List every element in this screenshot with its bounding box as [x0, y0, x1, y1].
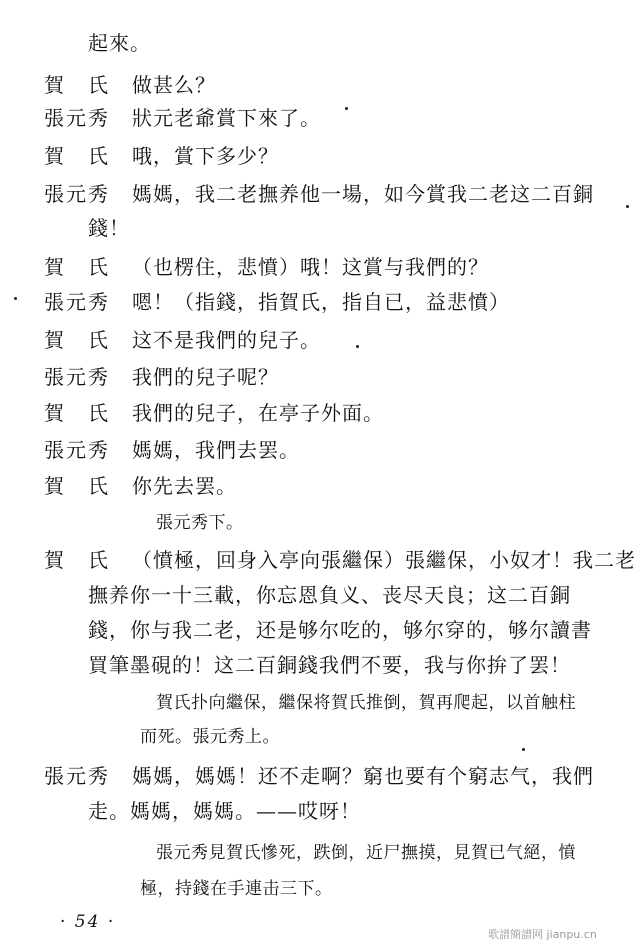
continuation-line: 買筆墨硯的！这二百銅錢我們不要，我与你拚了罢！	[88, 653, 571, 677]
dialogue-text: 媽媽，我們去罢。	[132, 438, 300, 462]
scan-speck	[522, 748, 525, 751]
speaker-name: 張元秀	[44, 182, 110, 206]
dialogue-text: 你先去罢。	[132, 474, 237, 498]
speaker-name: 張元秀	[44, 290, 110, 314]
dialogue-text: 嗯！（指錢，指賀氏，指自已，益悲憤）	[132, 290, 510, 314]
scan-speck	[345, 107, 348, 110]
page-number: · 54 ·	[60, 912, 116, 932]
speaker-name: 賀 氏	[44, 255, 110, 279]
dialogue-text: （憤極，回身入亭向張繼保）張繼保，小奴才！我二老	[132, 548, 636, 572]
continuation-line: 起來。	[88, 31, 151, 55]
scan-speck	[14, 297, 17, 300]
speaker-name: 賀 氏	[44, 144, 110, 168]
speaker-name: 賀 氏	[44, 548, 110, 572]
speaker-name: 賀 氏	[44, 73, 110, 97]
dialogue-text: 我們的兒子呢？	[132, 365, 279, 389]
speaker-name: 張元秀	[44, 764, 110, 788]
continuation-line: 錢！	[88, 216, 130, 240]
dialogue-text: 媽媽，媽媽！还不走啊？窮也要有个窮志气，我們	[132, 764, 594, 788]
stage-direction: 而死。張元秀上。	[140, 727, 280, 747]
continuation-line: 撫养你一十三載，你忘恩負义、丧尽天良；这二百銅	[88, 583, 571, 607]
speaker-name: 賀 氏	[44, 474, 110, 498]
dialogue-text: 这不是我們的兒子。	[132, 328, 321, 352]
stage-direction: 極，持錢在手連击三下。	[140, 879, 333, 899]
continuation-line: 走。媽媽，媽媽。——哎呀！	[88, 799, 361, 823]
dialogue-text: 哦，賞下多少？	[132, 144, 279, 168]
dialogue-text: 我們的兒子，在亭子外面。	[132, 401, 384, 425]
watermark: 歌譜簡譜网 jianpu.cn	[488, 928, 597, 941]
dialogue-text: 做甚么？	[132, 73, 216, 97]
speaker-name: 張元秀	[44, 438, 110, 462]
stage-direction: 張元秀見賀氏慘死，跌倒，近尸撫摸，見賀已气絕，憤	[156, 843, 576, 863]
dialogue-text: （也楞住，悲憤）哦！这賞与我們的？	[132, 255, 489, 279]
dialogue-text: 狀元老爺賞下來了。	[132, 106, 321, 130]
scan-speck	[356, 345, 359, 348]
continuation-line: 錢，你与我二老，还是够尔吃的，够尔穿的，够尔讀書	[88, 618, 592, 642]
speaker-name: 張元秀	[44, 365, 110, 389]
scan-speck	[626, 205, 629, 208]
speaker-name: 張元秀	[44, 106, 110, 130]
speaker-name: 賀 氏	[44, 328, 110, 352]
stage-direction: 張元秀下。	[156, 513, 244, 533]
dialogue-text: 媽媽，我二老撫养他一場，如今賞我二老这二百銅	[132, 182, 594, 206]
stage-direction: 賀氏扑向繼保，繼保将賀氏推倒，賀再爬起，以首触柱	[156, 693, 576, 713]
speaker-name: 賀 氏	[44, 401, 110, 425]
